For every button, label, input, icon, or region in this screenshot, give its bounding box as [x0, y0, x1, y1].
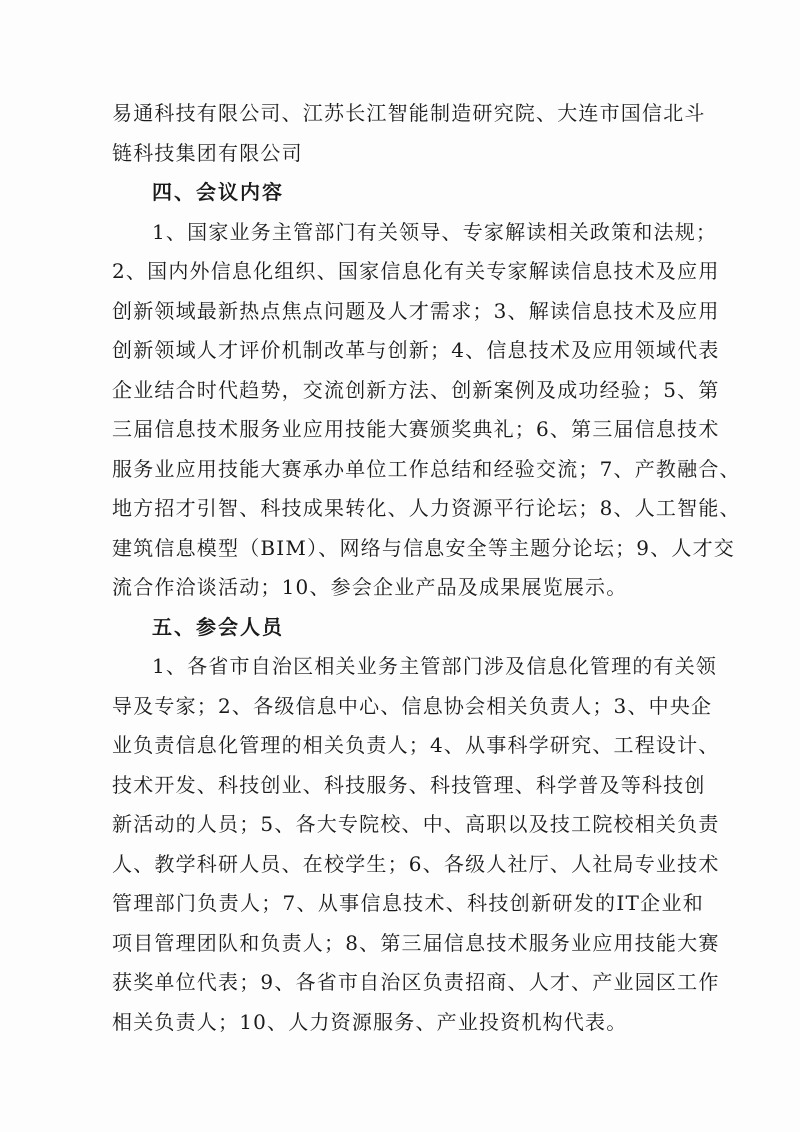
section5-paragraph-line: 相关负责人；10、人力资源服务、产业投资机构代表。	[112, 1009, 628, 1034]
section4-paragraph-line: 2、国内外信息化组织、国家信息化有关专家解读信息技术及应用	[112, 259, 720, 283]
section4-paragraph-line: 服务业应用技能大赛承办单位工作总结和经验交流；7、产教融合、	[112, 456, 741, 481]
intro-line: 链科技集团有限公司	[112, 140, 303, 165]
section4-paragraph-line: 创新领域人才评价机制改革与创新；4、信息技术及应用领域代表	[112, 338, 720, 362]
section5-paragraph-line: 获奖单位代表；9、各省市自治区负责招商、人才、产业园区工作	[112, 970, 720, 994]
section-heading-meeting-content: 四、会议内容	[152, 180, 284, 204]
section4-paragraph-line: 建筑信息模型（BIM）、网络与信息安全等主题分论坛；9、人才交	[112, 535, 736, 560]
section5-paragraph-line: 项目管理团队和负责人；8、第三届信息技术服务业应用技能大赛	[112, 930, 720, 955]
section5-paragraph-line: 导及专家；2、各级信息中心、信息协会相关负责人；3、中央企	[112, 693, 713, 718]
section5-paragraph-line: 新活动的人员；5、各大专院校、中、高职以及技工院校相关负责	[112, 812, 720, 836]
section4-paragraph-line: 流合作洽谈活动；10、参会企业产品及成果展览展示。	[112, 575, 628, 599]
section5-paragraph-line: 业负责信息化管理的相关负责人；4、从事科学研究、工程设计、	[112, 733, 720, 757]
section5-paragraph-line: 管理部门负责人；7、从事信息技术、科技创新研发的IT企业和	[112, 891, 704, 915]
intro-line: 易通科技有限公司、江苏长江智能制造研究院、大连市国信北斗	[112, 101, 706, 125]
section4-paragraph-line: 创新领域最新热点焦点问题及人才需求；3、解读信息技术及应用	[112, 298, 720, 323]
section5-paragraph-line: 1、各省市自治区相关业务主管部门涉及信息化管理的有关领	[152, 654, 718, 678]
section4-paragraph-line: 企业结合时代趋势，交流创新方法、创新案例及成功经验；5、第	[112, 377, 720, 402]
section-heading-attendees: 五、参会人员	[152, 614, 284, 639]
section4-paragraph-line: 1、国家业务主管部门有关领导、专家解读相关政策和法规；	[152, 219, 718, 244]
section5-paragraph-line: 人、教学科研人员、在校学生；6、各级人社厅、人社局专业技术	[112, 851, 720, 876]
section5-paragraph-line: 技术开发、科技创业、科技服务、科技管理、科学普及等科技创	[112, 772, 706, 797]
section4-paragraph-line: 三届信息技术服务业应用技能大赛颁奖典礼；6、第三届信息技术	[112, 417, 720, 441]
section4-paragraph-line: 地方招才引智、科技成果转化、人力资源平行论坛；8、人工智能、	[112, 496, 741, 520]
document-body	[112, 94, 741, 1042]
